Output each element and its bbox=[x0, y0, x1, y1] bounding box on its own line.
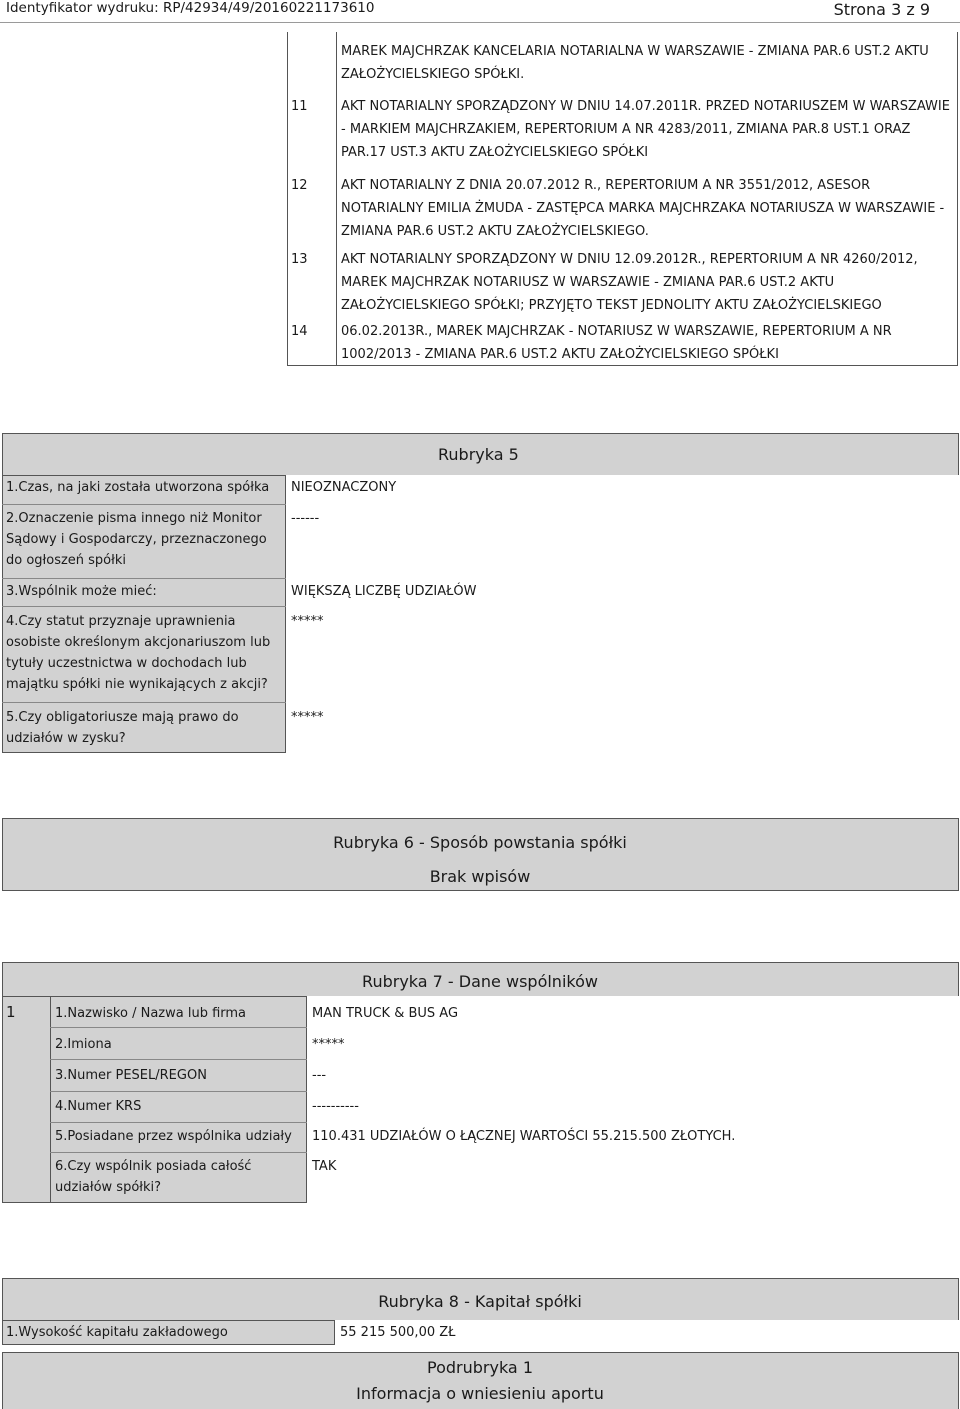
history-entry-number: 11 bbox=[291, 99, 308, 114]
rubryka-6-no-entries: Brak wpisów bbox=[429, 867, 531, 886]
rubryka-7-title: Rubryka 7 - Dane wspólników bbox=[362, 972, 598, 991]
page-number: Strona 3 z 9 bbox=[833, 0, 930, 19]
history-entry-text: 06.02.2013R., MAREK MAJCHRZAK - NOTARIUSZ W WARSZAWIE, REPERTORIUM A NR 1002/2013 - ZMIANA PAR.6 UST.2 AKTU ZAŁOŻYCIELSKIEGO SPÓŁKI bbox=[341, 324, 892, 362]
rubryka-5-value: NIEOZNACZONY bbox=[291, 480, 397, 495]
rubryka-5-value: ***** bbox=[291, 614, 324, 629]
subrubric-title: Podrubryka 1 bbox=[427, 1358, 533, 1377]
rubryka-7-value: --- bbox=[312, 1068, 327, 1083]
history-entry-text: AKT NOTARIALNY Z DNIA 20.07.2012 R., REPERTORIUM A NR 3551/2012, ASESOR NOTARIALNY EMILIA ŻMUDA - ZASTĘPCA MARKA MAJCHRZAKA NOTARIUSZA W WARSZAWIE - ZMIANA PAR.6 UST.2 AKTU ZAŁOŻYCIELSKIEGO. bbox=[341, 178, 945, 239]
rubryka-7-label: 5.Posiadane przez wspólnika udziały bbox=[55, 1129, 292, 1144]
rubryka-7-label: 6.Czy wspólnik posiada całość udziałów spółki? bbox=[55, 1159, 252, 1195]
rubryka-7-label: 1.Nazwisko / Nazwa lub firma bbox=[55, 1006, 247, 1021]
rubryka-5-title: Rubryka 5 bbox=[438, 445, 519, 464]
history-entry-number: 14 bbox=[291, 324, 308, 339]
rubryka-5-value: ------ bbox=[291, 511, 320, 526]
rubryka-7-value: TAK bbox=[312, 1159, 337, 1174]
rubryka-8-value: 55 215 500,00 ZŁ bbox=[340, 1325, 456, 1340]
rubryka-6-title: Rubryka 6 - Sposób powstania spółki bbox=[333, 833, 627, 852]
rubryka-7-label: 2.Imiona bbox=[55, 1037, 112, 1052]
rubryka-7-label: 4.Numer KRS bbox=[55, 1099, 142, 1114]
history-continuation: MAREK MAJCHRZAK KANCELARIA NOTARIALNA W WARSZAWIE - ZMIANA PAR.6 UST.2 AKTU ZAŁOŻYCIELSKIEGO SPÓŁKI. bbox=[341, 44, 929, 82]
rubryka-5-value: ***** bbox=[291, 710, 324, 725]
rubryka-5-label: 5.Czy obligatoriusze mają prawo do udziałów w zysku? bbox=[6, 710, 239, 746]
rubryka-7-value: ***** bbox=[312, 1037, 345, 1052]
header-divider bbox=[0, 22, 960, 23]
rubryka-5-label: 4.Czy statut przyznaje uprawnienia osobiste określonym akcjonariuszom lub tytuły uczestnictwa w dochodach lub majątku spółki nie wynikających z akcji? bbox=[6, 614, 271, 692]
rubryka-7-value: ---------- bbox=[312, 1099, 359, 1114]
rubryka-7-label: 3.Numer PESEL/REGON bbox=[55, 1068, 207, 1083]
history-entry-text: AKT NOTARIALNY SPORZĄDZONY W DNIU 14.07.2011R. PRZED NOTARIUSZEM W WARSZAWIE - MARKIEM MAJCHRZAKIEM, REPERTORIUM A NR 4283/2011, ZMIANA PAR.8 UST.1 ORAZ PAR.17 UST.3 AKTU ZAŁOŻYCIELSKIEGO SPÓŁKI bbox=[341, 99, 950, 160]
rubryka-7-value: 110.431 UDZIAŁÓW O ŁĄCZNEJ WARTOŚCI 55.215.500 ZŁOTYCH. bbox=[312, 1129, 736, 1144]
subrubric-subtitle: Informacja o wniesieniu aportu bbox=[356, 1384, 604, 1403]
rubryka-5-value: WIĘKSZĄ LICZBĘ UDZIAŁÓW bbox=[291, 584, 477, 599]
rubryka-5-label: 3.Wspólnik może mieć: bbox=[6, 584, 157, 599]
rubryka-5-label: 1.Czas, na jaki została utworzona spółka bbox=[6, 480, 270, 495]
rubryka-5-label: 2.Oznaczenie pisma innego niż Monitor Sądowy i Gospodarczy, przeznaczonego do ogłoszeń spółki bbox=[6, 511, 267, 568]
history-entry-text: AKT NOTARIALNY SPORZĄDZONY W DNIU 12.09.2012R., REPERTORIUM A NR 4260/2012, MAREK MAJCHRZAK NOTARIUSZ W WARSZAWIE - ZMIANA PAR.6 UST.2 AKTU ZAŁOŻYCIELSKIEGO SPÓŁKI; PRZYJĘTO TEKST JEDNOLITY AKTU ZAŁOŻYCIELSKIEGO bbox=[341, 252, 918, 313]
print-identifier: Identyfikator wydruku: RP/42934/49/20160221173610 bbox=[6, 0, 375, 16]
history-entry-number: 13 bbox=[291, 252, 308, 267]
history-entry-number: 12 bbox=[291, 178, 308, 193]
partner-index: 1 bbox=[6, 1003, 16, 1021]
rubryka-8-label: 1.Wysokość kapitału zakładowego bbox=[6, 1325, 228, 1340]
rubryka-7-value: MAN TRUCK & BUS AG bbox=[312, 1006, 459, 1021]
rubryka-8-title: Rubryka 8 - Kapitał spółki bbox=[378, 1292, 582, 1311]
